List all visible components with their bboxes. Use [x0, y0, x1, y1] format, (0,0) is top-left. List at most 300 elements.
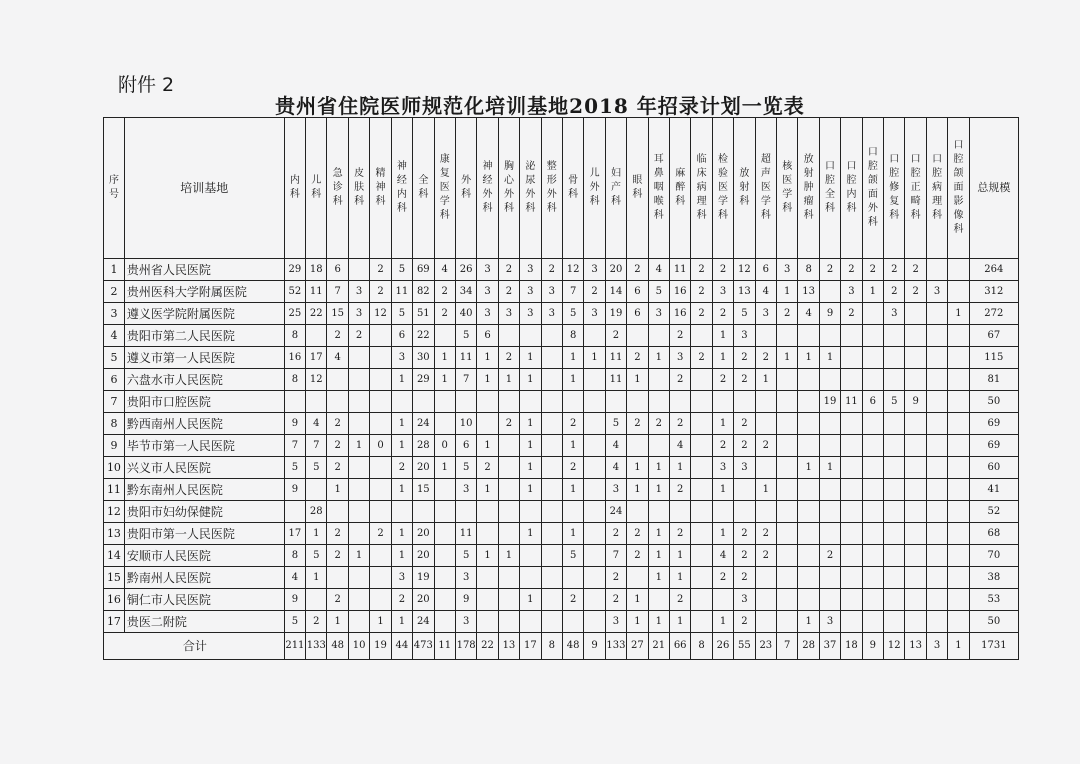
cell-value: 1 — [391, 611, 412, 633]
cell-value: 13 — [798, 281, 819, 303]
cell-value: 2 — [884, 281, 905, 303]
cell-value: 9 — [284, 479, 305, 501]
cell-value: 20 — [605, 259, 626, 281]
totals-value: 22 — [477, 633, 498, 660]
cell-value — [498, 435, 519, 457]
cell-value: 11 — [306, 281, 327, 303]
cell-value: 11 — [669, 259, 690, 281]
header-specialty: 妇 产 科 — [605, 118, 626, 259]
row-base-name: 贵阳市第二人民医院 — [124, 325, 284, 347]
cell-value: 2 — [370, 523, 391, 545]
cell-value — [691, 545, 712, 567]
cell-value: 2 — [734, 369, 755, 391]
row-total: 38 — [969, 567, 1018, 589]
cell-value: 13 — [734, 281, 755, 303]
cell-value — [841, 611, 862, 633]
cell-value — [584, 325, 605, 347]
cell-value — [798, 545, 819, 567]
cell-value: 6 — [455, 435, 476, 457]
header-specialty: 全 科 — [413, 118, 434, 259]
cell-value — [862, 479, 883, 501]
cell-value: 2 — [498, 347, 519, 369]
cell-value — [862, 589, 883, 611]
cell-value: 2 — [712, 303, 733, 325]
row-index: 9 — [104, 435, 125, 457]
cell-value: 2 — [306, 611, 327, 633]
header-specialty: 放 射 肿 瘤 科 — [798, 118, 819, 259]
cell-value: 7 — [605, 545, 626, 567]
cell-value: 2 — [819, 259, 840, 281]
cell-value: 16 — [669, 281, 690, 303]
row-total: 272 — [969, 303, 1018, 325]
cell-value: 2 — [669, 325, 690, 347]
cell-value — [348, 413, 369, 435]
cell-value — [841, 501, 862, 523]
header-specialty: 眼 科 — [627, 118, 648, 259]
cell-value — [627, 435, 648, 457]
row-index: 12 — [104, 501, 125, 523]
cell-value — [691, 325, 712, 347]
table-row — [104, 611, 1019, 633]
cell-value: 1 — [669, 611, 690, 633]
row-base-name: 铜仁市人民医院 — [124, 589, 284, 611]
cell-value: 11 — [841, 391, 862, 413]
cell-value — [691, 413, 712, 435]
cell-value: 2 — [884, 259, 905, 281]
page-title: 贵州省住院医师规范化培训基地2018 年招录计划一览表 — [275, 94, 805, 118]
cell-value — [541, 325, 562, 347]
cell-value: 29 — [284, 259, 305, 281]
cell-value — [498, 479, 519, 501]
cell-value — [348, 589, 369, 611]
cell-value: 28 — [413, 435, 434, 457]
cell-value — [370, 457, 391, 479]
cell-value — [370, 501, 391, 523]
cell-value: 3 — [541, 281, 562, 303]
cell-value — [777, 413, 798, 435]
cell-value — [413, 501, 434, 523]
totals-value: 28 — [798, 633, 819, 660]
table-row — [104, 325, 1019, 347]
cell-value: 15 — [327, 303, 348, 325]
cell-value: 3 — [455, 611, 476, 633]
cell-value — [862, 567, 883, 589]
cell-value: 1 — [520, 589, 541, 611]
cell-value — [819, 479, 840, 501]
cell-value: 1 — [306, 523, 327, 545]
cell-value — [948, 347, 969, 369]
cell-value — [755, 325, 776, 347]
cell-value — [948, 567, 969, 589]
cell-value: 1 — [862, 281, 883, 303]
cell-value: 11 — [455, 523, 476, 545]
cell-value — [798, 567, 819, 589]
cell-value — [798, 501, 819, 523]
totals-value: 21 — [648, 633, 669, 660]
cell-value — [584, 501, 605, 523]
row-index: 14 — [104, 545, 125, 567]
cell-value: 2 — [605, 589, 626, 611]
cell-value: 3 — [477, 303, 498, 325]
totals-value: 18 — [841, 633, 862, 660]
cell-value: 24 — [605, 501, 626, 523]
cell-value: 2 — [734, 545, 755, 567]
row-index: 11 — [104, 479, 125, 501]
cell-value: 82 — [413, 281, 434, 303]
table-row — [104, 413, 1019, 435]
cell-value — [306, 589, 327, 611]
cell-value: 19 — [819, 391, 840, 413]
cell-value — [627, 567, 648, 589]
cell-value — [905, 501, 926, 523]
cell-value: 1 — [584, 347, 605, 369]
cell-value — [562, 501, 583, 523]
row-base-name: 六盘水市人民医院 — [124, 369, 284, 391]
cell-value: 1 — [520, 457, 541, 479]
cell-value — [306, 479, 327, 501]
row-total: 68 — [969, 523, 1018, 545]
cell-value — [691, 567, 712, 589]
header-specialty: 口 腔 颌 面 外 科 — [862, 118, 883, 259]
cell-value — [905, 523, 926, 545]
cell-value: 2 — [669, 369, 690, 391]
cell-value: 1 — [477, 479, 498, 501]
row-base-name: 黔东南州人民医院 — [124, 479, 284, 501]
row-total: 50 — [969, 611, 1018, 633]
cell-value: 3 — [520, 281, 541, 303]
cell-value — [777, 479, 798, 501]
cell-value: 11 — [605, 347, 626, 369]
cell-value — [477, 523, 498, 545]
cell-value — [498, 325, 519, 347]
cell-value — [755, 501, 776, 523]
cell-value — [691, 589, 712, 611]
cell-value — [841, 347, 862, 369]
header-specialty: 神 经 外 科 — [477, 118, 498, 259]
cell-value: 2 — [648, 413, 669, 435]
cell-value: 8 — [798, 259, 819, 281]
cell-value — [884, 435, 905, 457]
totals-value: 473 — [413, 633, 434, 660]
cell-value: 2 — [562, 413, 583, 435]
cell-value — [370, 391, 391, 413]
table-row — [104, 567, 1019, 589]
cell-value — [819, 413, 840, 435]
totals-value: 7 — [777, 633, 798, 660]
cell-value — [926, 369, 947, 391]
totals-value: 37 — [819, 633, 840, 660]
header-specialty: 核 医 学 科 — [777, 118, 798, 259]
cell-value — [948, 589, 969, 611]
cell-value: 5 — [734, 303, 755, 325]
cell-value — [841, 545, 862, 567]
header-specialty: 神 经 内 科 — [391, 118, 412, 259]
cell-value — [819, 325, 840, 347]
cell-value — [905, 369, 926, 391]
cell-value — [520, 325, 541, 347]
cell-value — [948, 369, 969, 391]
cell-value: 2 — [627, 523, 648, 545]
cell-value: 5 — [284, 457, 305, 479]
totals-value: 48 — [327, 633, 348, 660]
cell-value: 3 — [498, 303, 519, 325]
cell-value: 2 — [370, 281, 391, 303]
totals-value: 13 — [905, 633, 926, 660]
row-index: 16 — [104, 589, 125, 611]
cell-value: 2 — [327, 589, 348, 611]
cell-value — [584, 369, 605, 391]
cell-value: 1 — [520, 523, 541, 545]
cell-value — [884, 325, 905, 347]
totals-value: 26 — [712, 633, 733, 660]
cell-value — [798, 435, 819, 457]
cell-value — [926, 413, 947, 435]
cell-value: 2 — [691, 259, 712, 281]
totals-label: 合计 — [104, 633, 285, 660]
cell-value — [948, 391, 969, 413]
cell-value — [498, 501, 519, 523]
cell-value: 1 — [327, 611, 348, 633]
row-base-name: 贵州省人民医院 — [124, 259, 284, 281]
cell-value: 3 — [541, 303, 562, 325]
cell-value — [477, 611, 498, 633]
header-specialty: 泌 尿 外 科 — [520, 118, 541, 259]
totals-value: 9 — [862, 633, 883, 660]
cell-value: 1 — [370, 611, 391, 633]
cell-value — [948, 457, 969, 479]
cell-value — [819, 589, 840, 611]
cell-value — [862, 457, 883, 479]
totals-value: 178 — [455, 633, 476, 660]
cell-value — [926, 523, 947, 545]
cell-value — [327, 369, 348, 391]
row-total: 81 — [969, 369, 1018, 391]
cell-value: 3 — [605, 479, 626, 501]
row-total: 312 — [969, 281, 1018, 303]
cell-value: 6 — [755, 259, 776, 281]
row-index: 8 — [104, 413, 125, 435]
cell-value — [777, 457, 798, 479]
cell-value — [862, 545, 883, 567]
cell-value — [905, 325, 926, 347]
cell-value: 5 — [391, 303, 412, 325]
cell-value: 20 — [413, 545, 434, 567]
cell-value — [477, 391, 498, 413]
cell-value: 22 — [306, 303, 327, 325]
cell-value — [348, 259, 369, 281]
cell-value — [477, 501, 498, 523]
totals-value: 66 — [669, 633, 690, 660]
totals-value: 19 — [370, 633, 391, 660]
cell-value — [755, 589, 776, 611]
cell-value: 5 — [605, 413, 626, 435]
cell-value: 2 — [605, 567, 626, 589]
cell-value: 1 — [348, 545, 369, 567]
cell-value: 69 — [413, 259, 434, 281]
cell-value: 34 — [455, 281, 476, 303]
cell-value: 2 — [691, 347, 712, 369]
cell-value — [541, 369, 562, 391]
cell-value — [520, 611, 541, 633]
cell-value — [498, 589, 519, 611]
cell-value — [926, 391, 947, 413]
cell-value: 1 — [477, 347, 498, 369]
cell-value: 2 — [905, 259, 926, 281]
cell-value: 3 — [477, 281, 498, 303]
cell-value — [884, 369, 905, 391]
totals-value: 44 — [391, 633, 412, 660]
cell-value: 5 — [648, 281, 669, 303]
cell-value: 2 — [541, 259, 562, 281]
cell-value: 3 — [455, 479, 476, 501]
cell-value — [734, 391, 755, 413]
table-row — [104, 281, 1019, 303]
cell-value — [691, 435, 712, 457]
cell-value: 1 — [648, 479, 669, 501]
cell-value — [819, 369, 840, 391]
cell-value: 3 — [348, 303, 369, 325]
cell-value: 1 — [306, 567, 327, 589]
cell-value — [327, 391, 348, 413]
cell-value: 1 — [819, 347, 840, 369]
cell-value — [755, 391, 776, 413]
cell-value — [455, 501, 476, 523]
header-specialty: 外 科 — [455, 118, 476, 259]
cell-value — [434, 523, 455, 545]
cell-value: 2 — [691, 281, 712, 303]
cell-value — [584, 413, 605, 435]
cell-value: 5 — [391, 259, 412, 281]
cell-value — [862, 369, 883, 391]
cell-value: 2 — [755, 523, 776, 545]
row-index: 6 — [104, 369, 125, 391]
cell-value — [370, 567, 391, 589]
cell-value — [391, 501, 412, 523]
cell-value: 2 — [605, 523, 626, 545]
cell-value — [541, 457, 562, 479]
cell-value — [648, 501, 669, 523]
cell-value: 1 — [391, 545, 412, 567]
cell-value: 2 — [755, 347, 776, 369]
cell-value — [926, 325, 947, 347]
cell-value: 6 — [627, 303, 648, 325]
cell-value — [819, 435, 840, 457]
header-total: 总规模 — [969, 118, 1018, 259]
cell-value: 1 — [712, 479, 733, 501]
cell-value: 8 — [284, 545, 305, 567]
cell-value — [541, 589, 562, 611]
header-base: 培训基地 — [124, 118, 284, 259]
cell-value — [348, 567, 369, 589]
cell-value — [520, 567, 541, 589]
cell-value: 3 — [734, 589, 755, 611]
cell-value: 9 — [284, 413, 305, 435]
cell-value: 2 — [348, 325, 369, 347]
table-row — [104, 523, 1019, 545]
header-specialty: 麻 醉 科 — [669, 118, 690, 259]
cell-value: 1 — [798, 611, 819, 633]
cell-value — [777, 545, 798, 567]
cell-value — [712, 589, 733, 611]
cell-value — [926, 567, 947, 589]
cell-value: 5 — [562, 545, 583, 567]
cell-value — [777, 501, 798, 523]
cell-value: 1 — [562, 347, 583, 369]
cell-value: 2 — [905, 281, 926, 303]
cell-value — [798, 523, 819, 545]
cell-value — [584, 589, 605, 611]
cell-value: 5 — [284, 611, 305, 633]
cell-value — [948, 325, 969, 347]
cell-value — [648, 391, 669, 413]
row-index: 3 — [104, 303, 125, 325]
cell-value: 11 — [455, 347, 476, 369]
cell-value — [905, 347, 926, 369]
row-total: 41 — [969, 479, 1018, 501]
cell-value: 9 — [905, 391, 926, 413]
cell-value: 1 — [627, 611, 648, 633]
row-index: 17 — [104, 611, 125, 633]
cell-value — [884, 567, 905, 589]
cell-value — [477, 413, 498, 435]
cell-value: 7 — [306, 435, 327, 457]
cell-value: 3 — [391, 347, 412, 369]
cell-value — [862, 347, 883, 369]
cell-value — [648, 325, 669, 347]
cell-value — [777, 435, 798, 457]
cell-value — [862, 523, 883, 545]
cell-value — [348, 347, 369, 369]
cell-value — [434, 611, 455, 633]
cell-value: 2 — [712, 259, 733, 281]
cell-value: 18 — [306, 259, 327, 281]
cell-value — [348, 479, 369, 501]
cell-value: 4 — [306, 413, 327, 435]
cell-value — [926, 501, 947, 523]
cell-value — [370, 589, 391, 611]
cell-value: 3 — [455, 567, 476, 589]
cell-value — [948, 501, 969, 523]
row-index: 10 — [104, 457, 125, 479]
cell-value: 3 — [584, 259, 605, 281]
cell-value — [841, 523, 862, 545]
cell-value — [926, 589, 947, 611]
cell-value — [691, 369, 712, 391]
cell-value — [562, 391, 583, 413]
cell-value — [498, 523, 519, 545]
cell-value — [948, 611, 969, 633]
row-total: 69 — [969, 435, 1018, 457]
cell-value — [948, 479, 969, 501]
cell-value — [370, 413, 391, 435]
cell-value — [905, 611, 926, 633]
totals-row — [104, 633, 1019, 660]
cell-value: 4 — [605, 457, 626, 479]
cell-value: 1 — [648, 545, 669, 567]
cell-value: 2 — [734, 347, 755, 369]
cell-value: 1 — [948, 303, 969, 325]
cell-value — [948, 413, 969, 435]
cell-value — [584, 611, 605, 633]
header-specialty: 急 诊 科 — [327, 118, 348, 259]
cell-value — [541, 545, 562, 567]
row-total: 115 — [969, 347, 1018, 369]
cell-value — [905, 545, 926, 567]
cell-value: 2 — [391, 457, 412, 479]
totals-value: 12 — [884, 633, 905, 660]
table-row — [104, 501, 1019, 523]
cell-value — [819, 281, 840, 303]
